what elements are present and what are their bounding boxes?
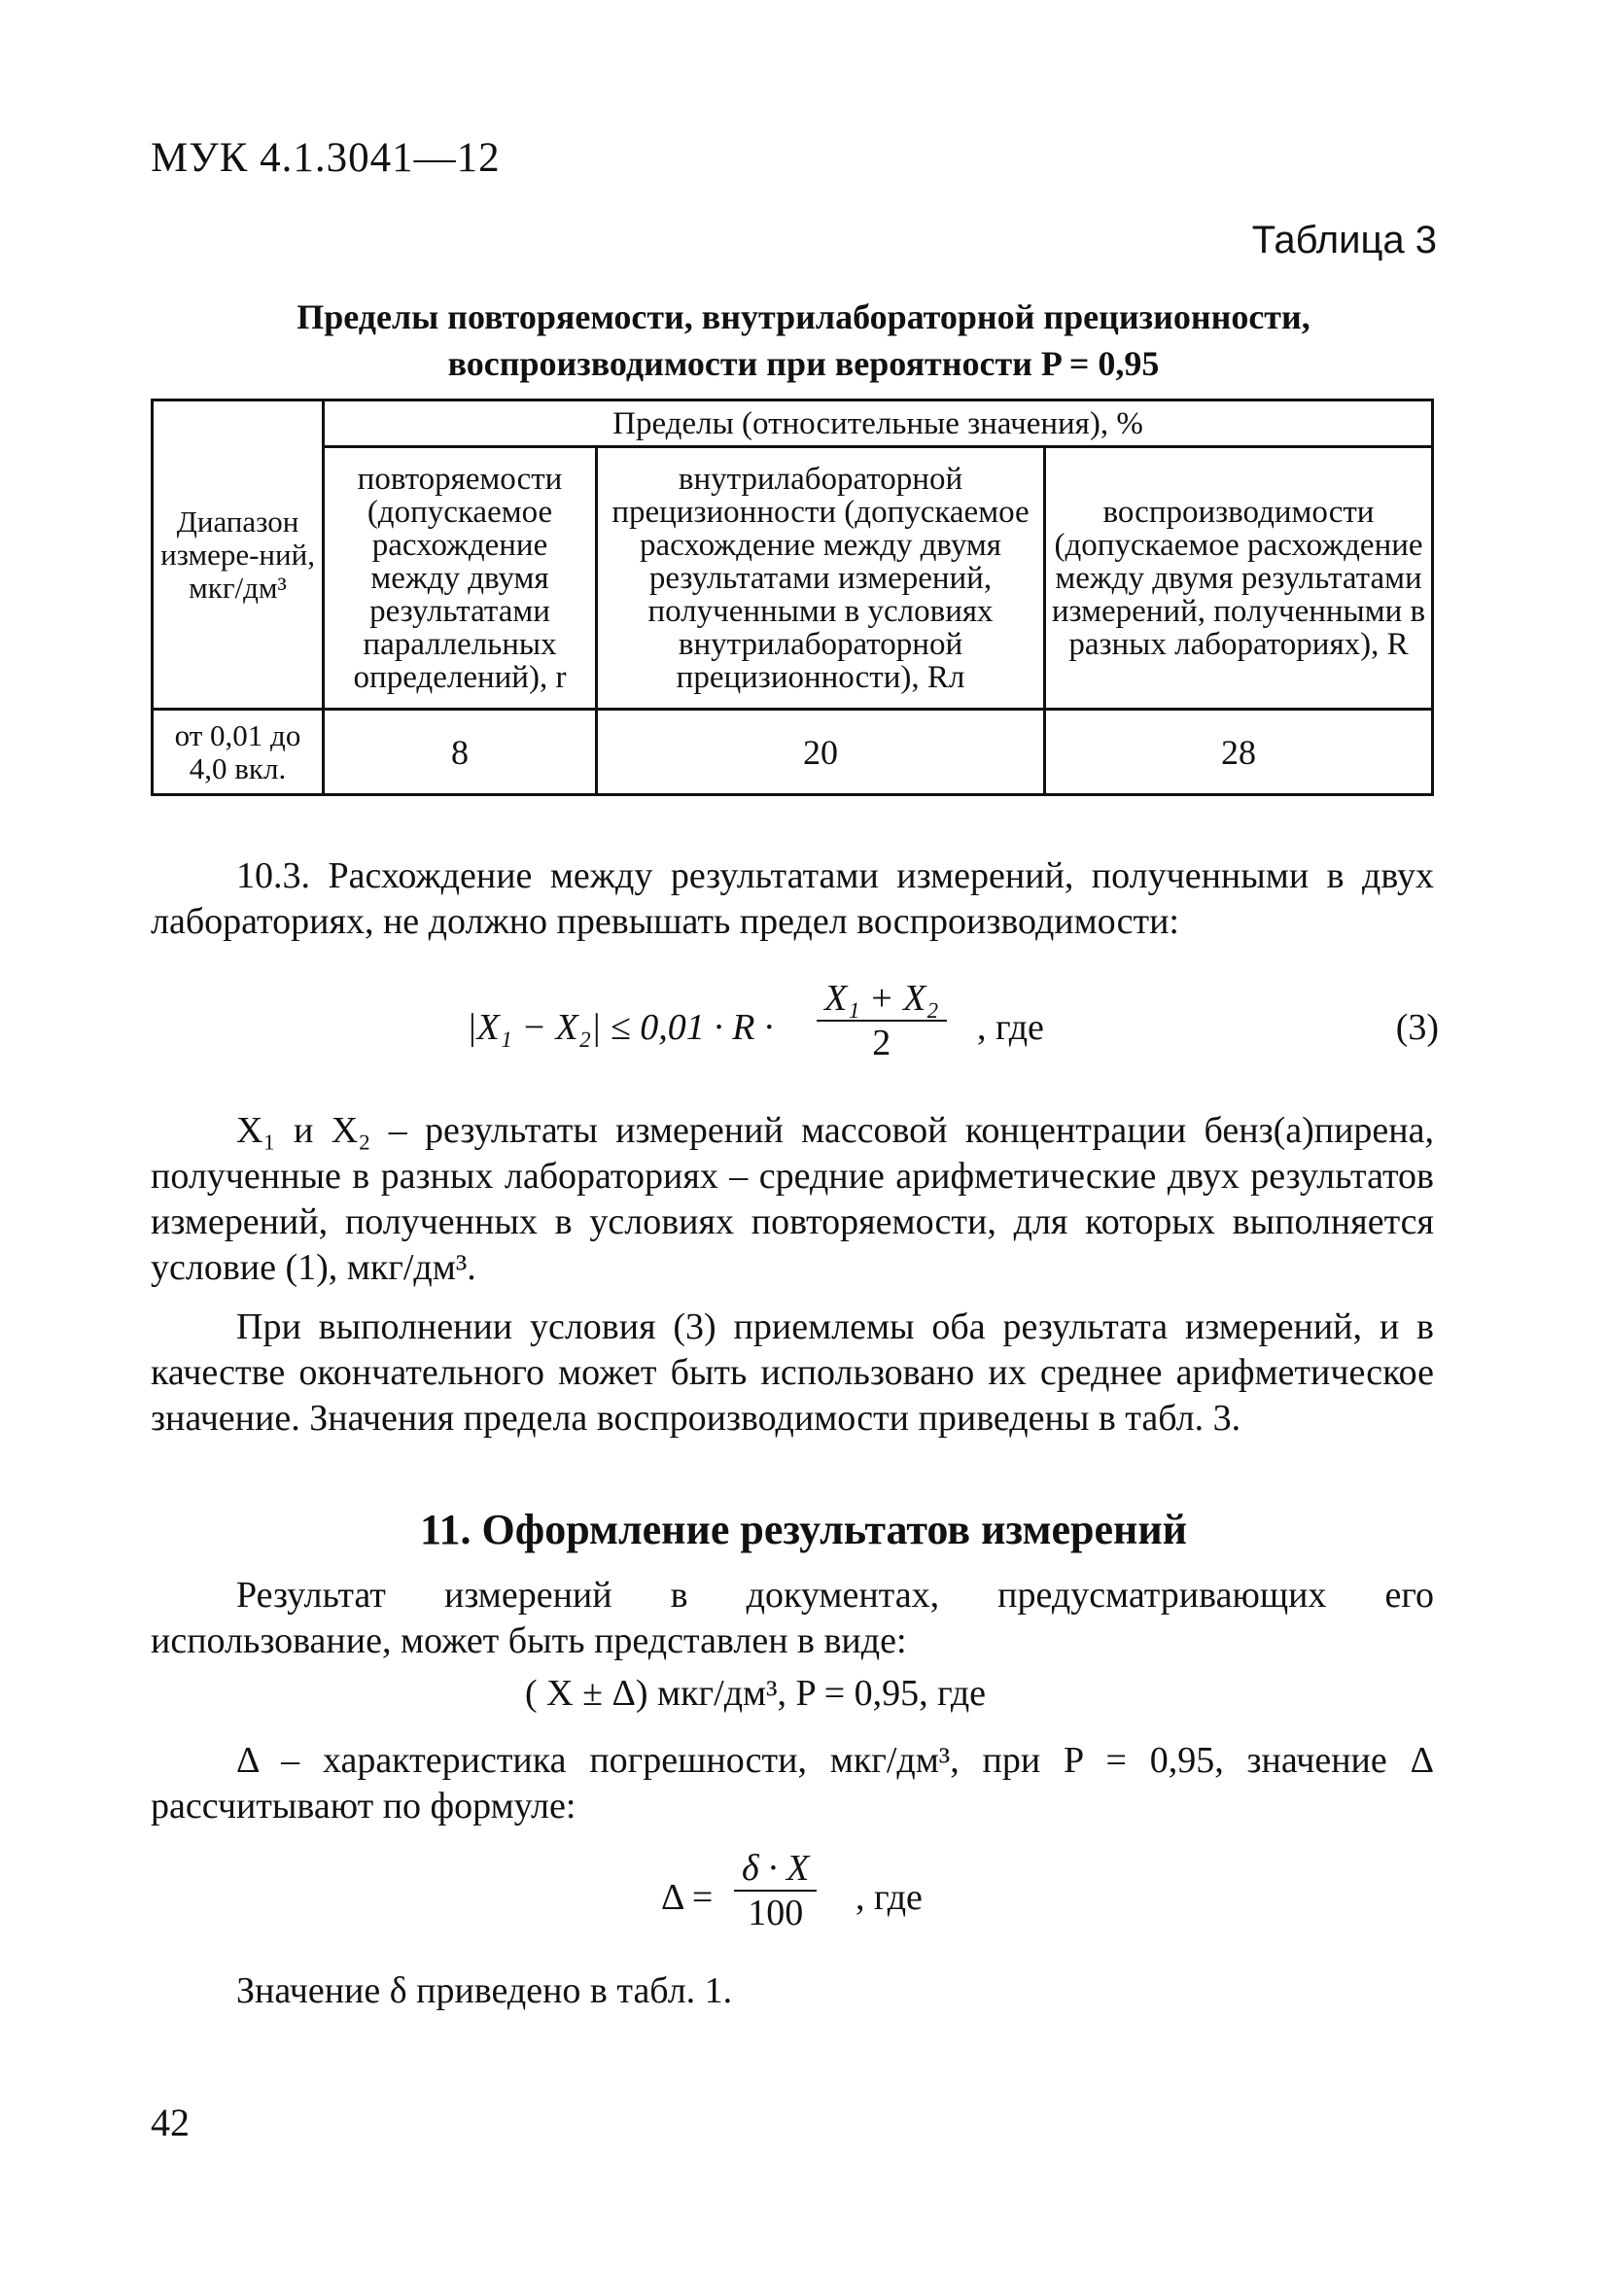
paragraph-condition xyxy=(151,1305,1434,1442)
document-code: МУК 4.1.3041—12 xyxy=(151,135,501,181)
formula-3 xyxy=(467,977,1439,1084)
page-number: 42 xyxy=(151,2101,190,2144)
formula-3-fraction xyxy=(817,977,947,1064)
formula-delta-numerator: δ · X xyxy=(734,1847,817,1892)
range-header-cell: Диапазон измере-ний, мкг/дм³ xyxy=(153,400,324,710)
formula-result: ( X ± Δ) мкг/дм³, P = 0,95, где xyxy=(525,1673,987,1714)
limits-header-cell: Пределы (относительные значения), % xyxy=(324,400,1433,447)
formula-3-numerator: X₁ + X₂ xyxy=(817,977,947,1022)
paragraph-result xyxy=(151,1573,1434,1664)
formula-3-tail: , где xyxy=(977,1007,1044,1048)
table-title-line-1: Пределы повторяемости, внутрилабораторной прецизионности, xyxy=(297,297,1310,336)
range-value-cell: от 0,01 до 4,0 вкл. xyxy=(153,710,324,795)
repeatability-value-cell: 8 xyxy=(324,710,597,795)
formula-delta-denominator: 100 xyxy=(748,1893,804,1933)
formula-delta-fraction xyxy=(734,1847,817,1934)
formula-delta-left: Δ = xyxy=(661,1877,714,1918)
reproducibility-value-cell: 28 xyxy=(1045,710,1433,795)
table-title xyxy=(146,294,1461,387)
formula-3-denominator: 2 xyxy=(872,1023,891,1063)
section-11-title: 11. Оформление результатов измерений xyxy=(419,1506,1188,1553)
paragraph-delta xyxy=(151,1738,1434,1829)
repeatability-header-cell: повторяемости (допускаемое расхождение между двумя результатами параллельных определений), r xyxy=(324,447,597,710)
paragraph-delta-value xyxy=(151,1968,1434,2014)
formula-3-number: (3) xyxy=(1395,1007,1439,1048)
paragraph-where xyxy=(151,1108,1434,1291)
intralab-precision-header-cell: внутрилабораторной прецизионности (допускаемое расхождение между двумя результатами измерений, полученными в условиях внутрилабораторной прецизионности), Rл xyxy=(597,447,1045,710)
paragraph-10-3-text: 10.3. Расхождение между результатами измерений, полученными в двух лабораториях, не должно превышать предел воспроизводимости: xyxy=(151,855,1434,942)
formula-delta xyxy=(661,1847,972,1954)
intralab-precision-value-cell: 20 xyxy=(597,710,1045,795)
paragraph-delta-text: Δ – характеристика погрешности, мкг/дм³, при P = 0,95, значение Δ рассчитывают по формуле: xyxy=(151,1740,1434,1826)
paragraph-where-text: X₁ и X₂ – результаты измерений массовой концентрации бенз(а)пирена, полученные в разных лабораториях – средние арифметические двух результатов измерений, полученных в условиях повторяемости, для которых выполняется условие (1), мкг/дм³. xyxy=(151,1110,1434,1288)
reproducibility-header-cell: воспроизводимости (допускаемое расхождение между двумя результатами измерений, полученными в разных лабораториях), R xyxy=(1045,447,1433,710)
paragraph-delta-value-text: Значение δ приведено в табл. 1. xyxy=(236,1970,733,2011)
formula-3-left: |X₁ − X₂| ≤ 0,01 · R · xyxy=(467,1007,774,1048)
paragraph-result-text: Результат измерений в документах, предусматривающих его использование, может быть представлен в виде: xyxy=(151,1575,1434,1661)
paragraph-10-3 xyxy=(151,853,1434,945)
table-title-line-2: воспроизводимости при вероятности P = 0,95 xyxy=(447,344,1160,383)
paragraph-condition-text: При выполнении условия (3) приемлемы оба результата измерений, и в качестве окончательного может быть использовано их среднее арифметическое значение. Значения предела воспроизводимости приведены в табл. 3. xyxy=(151,1306,1434,1439)
limits-table xyxy=(151,399,1434,796)
formula-delta-tail: , где xyxy=(856,1877,923,1918)
table-number: Таблица 3 xyxy=(1251,219,1437,261)
